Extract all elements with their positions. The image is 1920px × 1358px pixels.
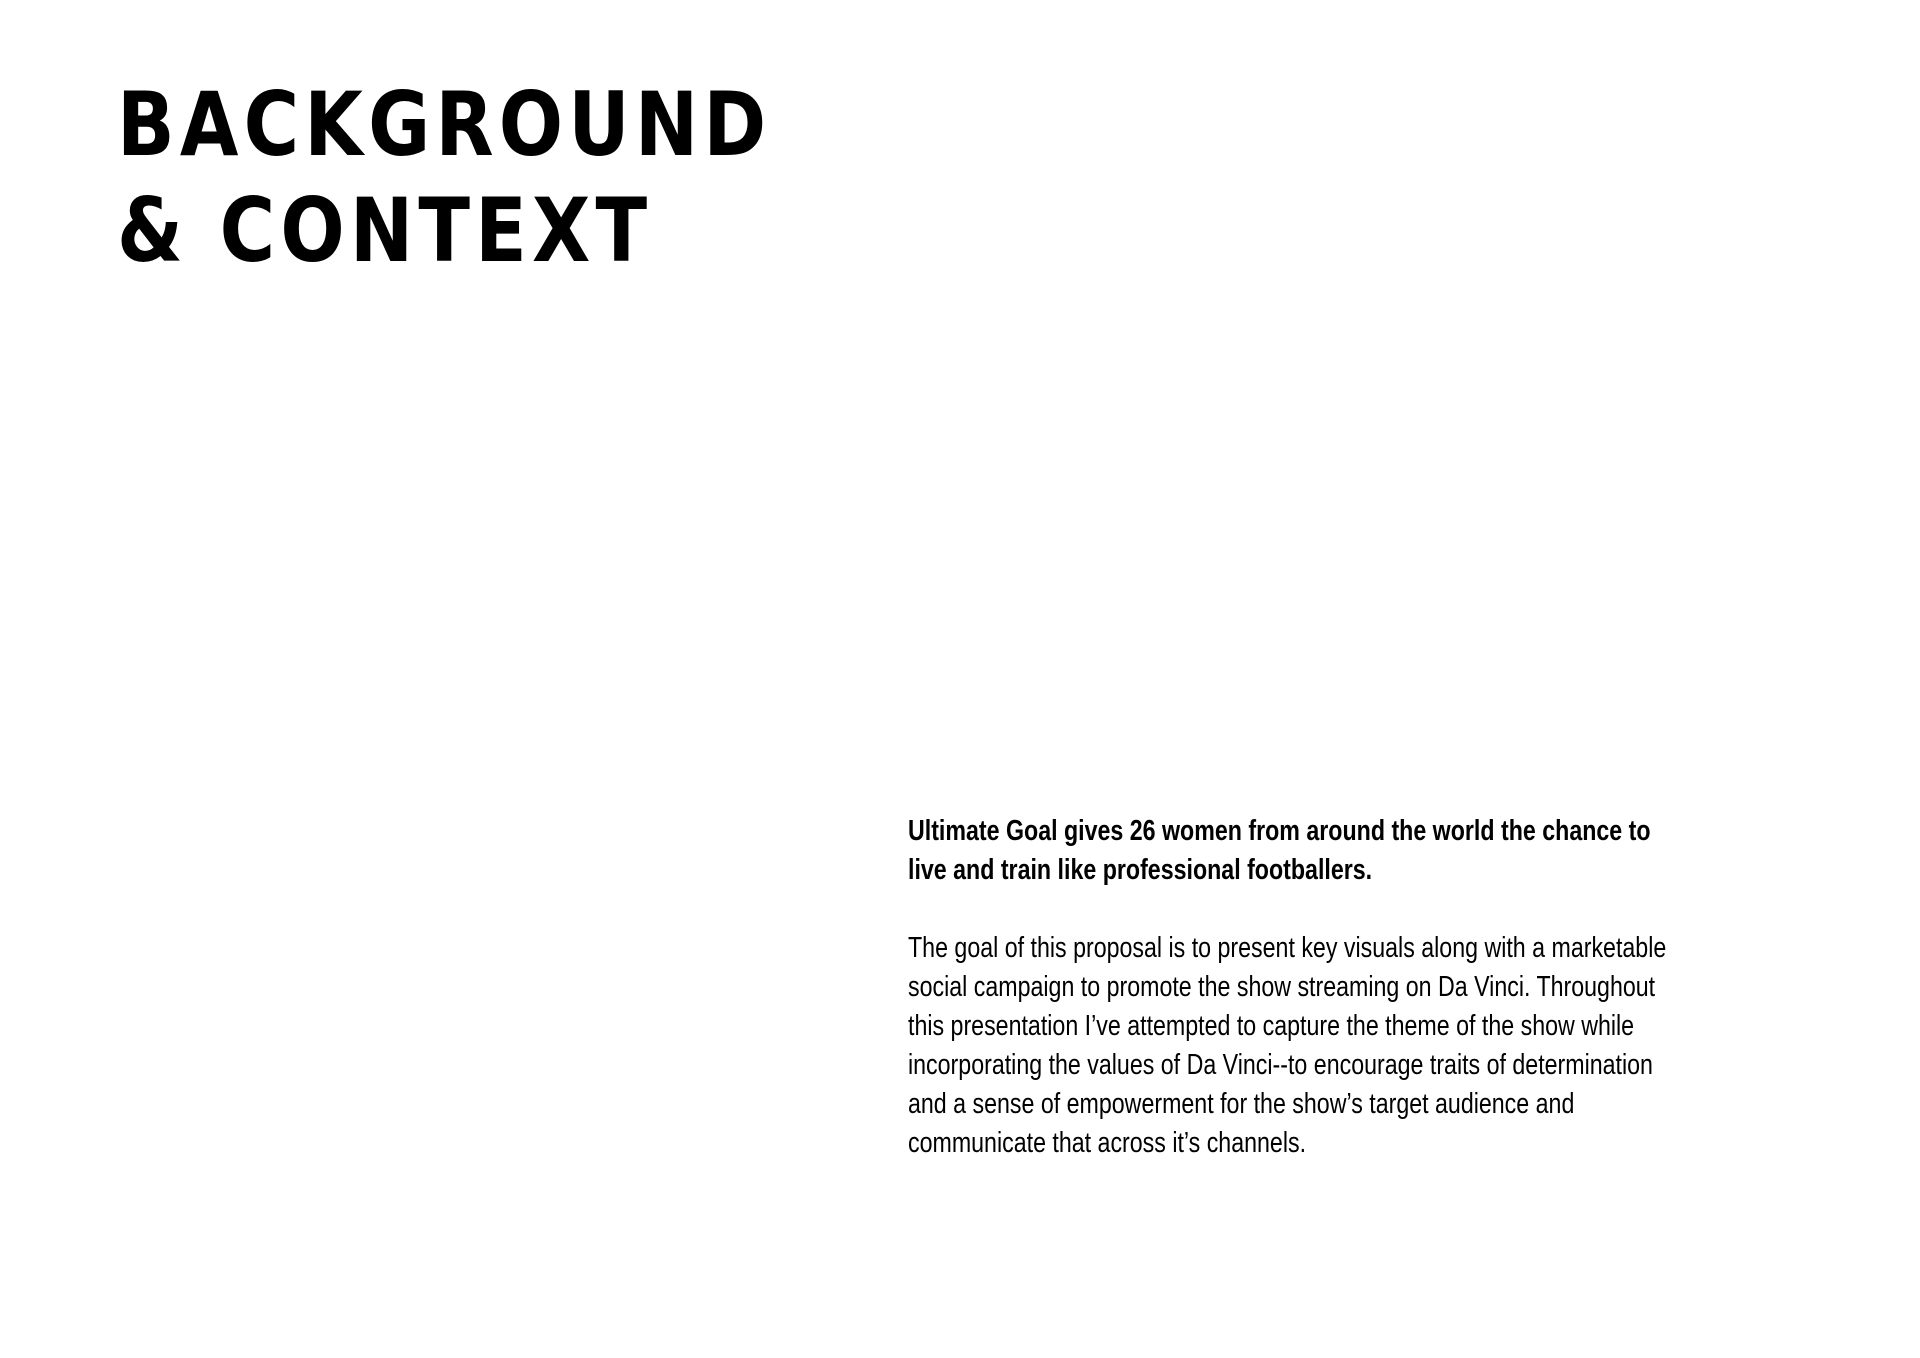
lead-paragraph: [908, 812, 1651, 890]
body-line-4: incorporating the values of Da Vinci--to encourage traits of determination: [908, 1049, 1653, 1081]
lead-line-1: Ultimate Goal gives 26 women from around the world the chance to: [908, 815, 1651, 847]
body-line-3: this presentation I’ve attempted to capture the theme of the show while: [908, 1010, 1635, 1042]
body-line-6: communicate that across it’s channels.: [908, 1127, 1307, 1159]
text-block: [908, 812, 1667, 1163]
body-line-5: and a sense of empowerment for the show’s target audience and: [908, 1088, 1575, 1120]
body-paragraph: [908, 929, 1667, 1163]
page-title: [117, 72, 771, 284]
title-line-1: BACKGROUND: [117, 73, 772, 176]
body-line-1: The goal of this proposal is to present key visuals along with a marketable: [908, 932, 1667, 964]
body-line-2: social campaign to promote the show streaming on Da Vinci. Throughout: [908, 971, 1656, 1003]
lead-line-2: live and train like professional footballers.: [908, 854, 1373, 886]
title-line-2: & CONTEXT: [117, 179, 653, 282]
